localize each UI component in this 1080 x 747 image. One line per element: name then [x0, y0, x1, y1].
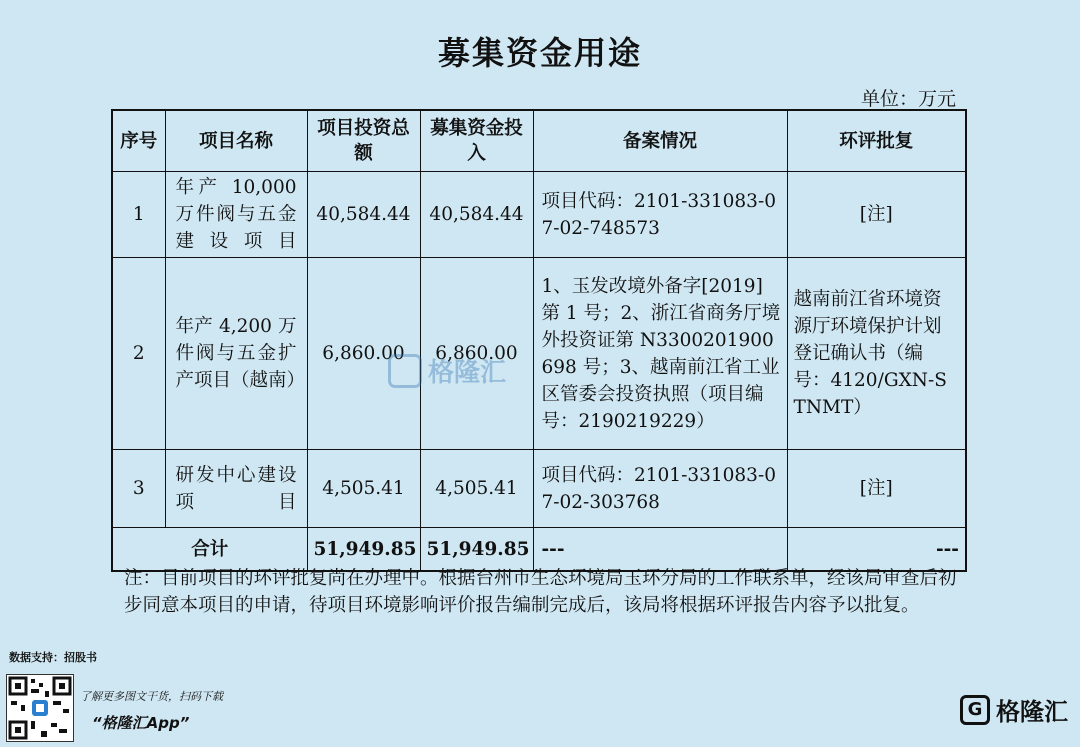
total-raised: 51,949.85	[420, 528, 533, 572]
cell-name: 年产 10,000 万件阀与五金建设项目	[165, 172, 307, 258]
header-raised: 募集资金投入	[420, 110, 533, 172]
cell-env: [注]	[787, 450, 966, 528]
cell-no: 1	[112, 172, 165, 258]
table-row	[112, 450, 966, 528]
cell-name: 年产 4,200 万件阀与五金扩产项目（越南）	[165, 258, 307, 450]
cell-raised: 6,860.00	[420, 258, 533, 450]
brand-logo-icon: G	[960, 695, 990, 725]
cell-raised: 40,584.44	[420, 172, 533, 258]
cell-name: 研发中心建设项目	[165, 450, 307, 528]
header-no: 序号	[112, 110, 165, 172]
cell-raised: 4,505.41	[420, 450, 533, 528]
page-title: 募集资金用途	[437, 34, 642, 72]
cell-total: 4,505.41	[307, 450, 420, 528]
source-label: 数据支持：招股书	[9, 651, 97, 664]
watermark-text: 格隆汇	[428, 358, 507, 388]
promo-line-2: “格隆汇App”	[92, 714, 190, 732]
total-total: 51,949.85	[307, 528, 420, 572]
brand-logo	[960, 692, 1068, 727]
header-filing: 备案情况	[533, 110, 787, 172]
unit-label: 单位：万元	[860, 88, 956, 110]
brand-name: 格隆汇	[996, 698, 1068, 726]
cell-no: 2	[112, 258, 165, 450]
header-env: 环评批复	[787, 110, 966, 172]
table-row	[112, 172, 966, 258]
table-header-row	[112, 110, 966, 172]
cell-filing: 项目代码：2101-331083-07-02-303768	[533, 450, 787, 528]
fund-use-table	[111, 109, 967, 572]
promo-line-1: 了解更多图文干货，扫码下载	[80, 690, 223, 703]
cell-filing: 1、玉发改境外备字[2019]第 1 号；2、浙江省商务厅境外投资证第 N3300201900698 号；3、越南前江省工业区管委会投资执照（项目编号：2190219229）	[533, 258, 787, 450]
table-row	[112, 258, 966, 450]
total-label: 合计	[112, 528, 307, 572]
cell-total: 40,584.44	[307, 172, 420, 258]
cell-total: 6,860.00	[307, 258, 420, 450]
header-total: 项目投资总额	[307, 110, 420, 172]
qr-code-icon	[6, 674, 74, 742]
total-filing: ---	[533, 528, 787, 572]
cell-filing: 项目代码：2101-331083-07-02-748573	[533, 172, 787, 258]
cell-env: [注]	[787, 172, 966, 258]
cell-env: 越南前江省环境资源厅环境保护计划登记确认书（编号：4120/GXN-STNMT）	[787, 258, 966, 450]
table-note: 注：目前项目的环评批复尚在办理中。根据台州市生态环境局玉环分局的工作联系单，经该局审查后初步同意本项目的申请，待项目环境影响评价报告编制完成后，该局将根据环评报告内容予以批复。	[124, 568, 957, 616]
total-env: ---	[787, 528, 966, 572]
header-name: 项目名称	[165, 110, 307, 172]
cell-no: 3	[112, 450, 165, 528]
